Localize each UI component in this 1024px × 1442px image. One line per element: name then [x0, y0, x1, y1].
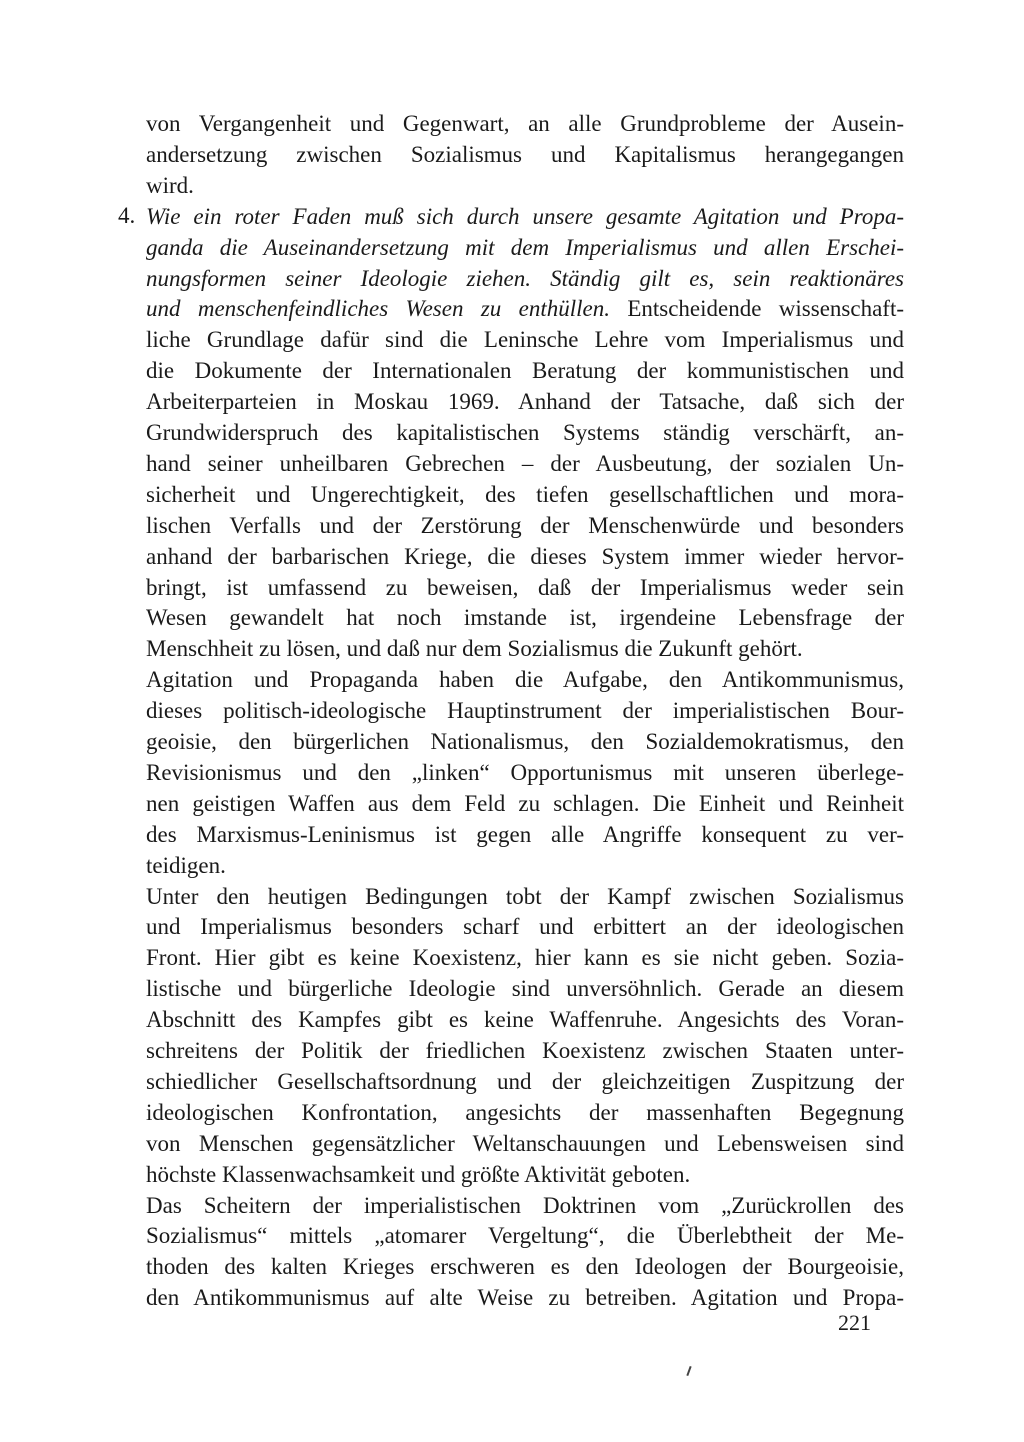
text-line	[146, 1035, 904, 1067]
text-line	[146, 1004, 904, 1036]
text-segment: Revisionismus und den „linken“ Opportunismus mit unseren überlege-	[146, 760, 904, 785]
text-line	[146, 572, 904, 604]
text-line	[146, 108, 904, 140]
text-segment: liche Grundlage dafür sind die Leninsche Lehre vom Imperialismus und	[146, 327, 904, 352]
text-line	[146, 1066, 904, 1098]
text-line	[146, 726, 904, 758]
text-line	[146, 170, 904, 202]
text-segment: schreitens der Politik der friedlichen Koexistenz zwischen Staaten unter-	[146, 1038, 904, 1063]
text-segment: Arbeiterparteien in Moskau 1969. Anhand der Tatsache, daß sich der	[146, 389, 904, 414]
text-segment: Menschheit zu lösen, und daß nur dem Sozialismus die Zukunft gehört.	[146, 636, 803, 661]
text-line	[146, 850, 904, 882]
text-segment: sicherheit und Ungerechtigkeit, des tiefen gesellschaftlichen und mora-	[146, 482, 904, 507]
text-line	[146, 664, 904, 696]
text-line	[146, 293, 904, 325]
text-line	[146, 911, 904, 943]
text-segment: den Antikommunismus auf alte Weise zu betreiben. Agitation und Propa-	[146, 1285, 904, 1310]
text-line	[146, 1190, 904, 1222]
text-line	[146, 417, 904, 449]
text-segment: die Dokumente der Internationalen Beratung der kommunistischen und	[146, 358, 904, 383]
text-line	[146, 1282, 904, 1314]
text-line	[146, 139, 904, 171]
text-line	[146, 355, 904, 387]
text-segment: lischen Verfalls und der Zerstörung der Menschenwürde und besonders	[146, 513, 904, 538]
text-segment: Abschnitt des Kampfes gibt es keine Waffenruhe. Angesichts des Voran-	[146, 1007, 904, 1032]
text-line	[146, 973, 904, 1005]
text-segment: nen geistigen Waffen aus dem Feld zu schlagen. Die Einheit und Reinheit	[146, 791, 904, 816]
text-segment: dieses politisch-ideologische Hauptinstrument der imperialistischen Bour-	[146, 698, 904, 723]
text-line	[146, 757, 904, 789]
text-line	[146, 788, 904, 820]
text-line	[146, 201, 904, 233]
text-line	[146, 1159, 904, 1191]
text-segment: höchste Klassenwachsamkeit und größte Aktivität geboten.	[146, 1162, 691, 1187]
text-segment: hand seiner unheilbaren Gebrechen – der Ausbeutung, der sozialen Un-	[146, 451, 904, 476]
text-segment: von Vergangenheit und Gegenwart, an alle Grundprobleme der Ausein-	[146, 111, 904, 136]
text-segment: teidigen.	[146, 853, 226, 878]
page-number: 221	[838, 1310, 871, 1335]
italic-text-segment: und menschenfeindliches Wesen zu enthüllen.	[146, 296, 610, 321]
text-segment: andersetzung zwischen Sozialismus und Kapitalismus herangegangen	[146, 142, 904, 167]
text-segment: Agitation und Propaganda haben die Aufgabe, den Antikommunismus,	[146, 667, 904, 692]
list-number: 4.	[118, 203, 136, 228]
italic-text-segment: Wie ein roter Faden muß sich durch unsere gesamte Agitation und Propa-	[146, 204, 904, 229]
text-line	[146, 1097, 904, 1129]
text-segment: von Menschen gegensätzlicher Weltanschauungen und Lebensweisen sind	[146, 1131, 904, 1156]
text-line	[146, 1251, 904, 1283]
text-segment: Wesen gewandelt hat noch imstande ist, irgendeine Lebensfrage der	[146, 605, 904, 630]
text-segment: Sozialismus“ mittels „atomarer Vergeltung“, die Überlebtheit der Me-	[146, 1223, 904, 1248]
text-segment: geoisie, den bürgerlichen Nationalismus, den Sozialdemokratismus, den	[146, 729, 904, 754]
text-line	[146, 1128, 904, 1160]
text-segment: Das Scheitern der imperialistischen Doktrinen vom „Zurückrollen des	[146, 1193, 904, 1218]
text-segment: thoden des kalten Krieges erschweren es den Ideologen der Bourgeoisie,	[146, 1254, 904, 1279]
scan-mark	[686, 1366, 691, 1376]
text-segment: anhand der barbarischen Kriege, die dieses System immer wieder hervor-	[146, 544, 904, 569]
text-segment: schiedlicher Gesellschaftsordnung und der gleichzeitigen Zuspitzung der	[146, 1069, 904, 1094]
text-segment: und Imperialismus besonders scharf und erbittert an der ideologischen	[146, 914, 904, 939]
text-line	[146, 510, 904, 542]
text-line	[146, 819, 904, 851]
text-segment: Front. Hier gibt es keine Koexistenz, hier kann es sie nicht geben. Sozia-	[146, 945, 904, 970]
text-line	[146, 448, 904, 480]
text-segment: wird.	[146, 173, 194, 198]
text-line	[146, 263, 904, 295]
text-line	[146, 479, 904, 511]
text-line	[146, 324, 904, 356]
text-line	[146, 541, 904, 573]
text-segment: bringt, ist umfassend zu beweisen, daß der Imperialismus weder sein	[146, 575, 904, 600]
italic-text-segment: nungsformen seiner Ideologie ziehen. Ständig gilt es, sein reaktionäres	[146, 266, 904, 291]
italic-text-segment: ganda die Auseinandersetzung mit dem Imperialismus und allen Erschei-	[146, 235, 904, 260]
text-line	[146, 602, 904, 634]
text-line	[146, 232, 904, 264]
text-line	[146, 695, 904, 727]
text-segment: Grundwiderspruch des kapitalistischen Systems ständig verschärft, an-	[146, 420, 904, 445]
text-line	[146, 942, 904, 974]
text-line	[146, 386, 904, 418]
text-segment: Entscheidende wissenschaft-	[609, 296, 904, 321]
text-line	[146, 881, 904, 913]
text-segment: des Marxismus-Leninismus ist gegen alle Angriffe konsequent zu ver-	[146, 822, 904, 847]
text-segment: ideologischen Konfrontation, angesichts der massenhaften Begegnung	[146, 1100, 904, 1125]
text-line	[146, 633, 904, 665]
text-line	[146, 1220, 904, 1252]
text-segment: Unter den heutigen Bedingungen tobt der Kampf zwischen Sozialismus	[146, 884, 904, 909]
text-segment: listische und bürgerliche Ideologie sind unversöhnlich. Gerade an diesem	[146, 976, 904, 1001]
